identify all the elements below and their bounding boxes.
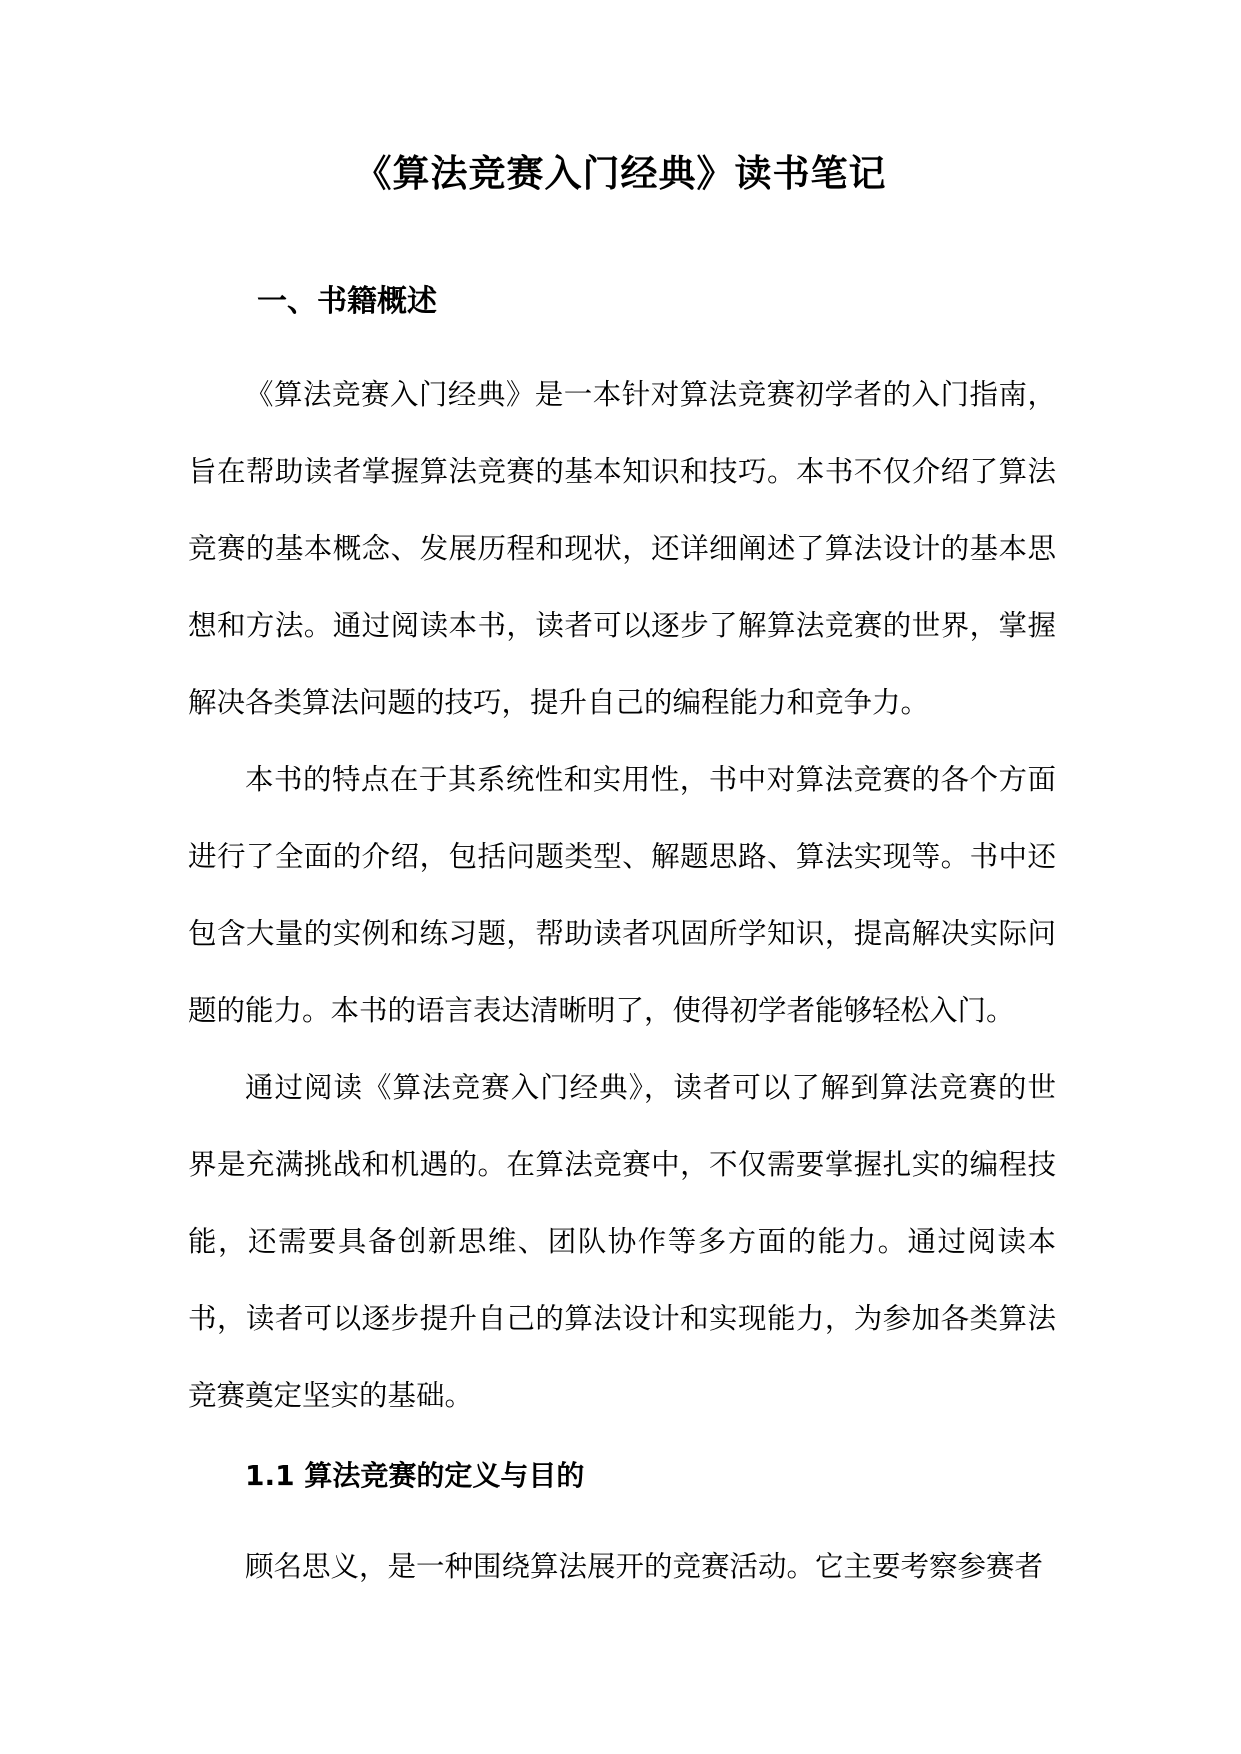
document-title: 《算法竞赛入门经典》读书笔记 <box>354 152 887 195</box>
paragraph-definition-1: 顾名思义，是一种围绕算法展开的竞赛活动。它主要考察参赛者 <box>245 1550 1044 1583</box>
paragraph-overview-3: 通过阅读《算法竞赛入门经典》，读者可以了解到算法竞赛的世界是充满挑战和机遇的。在算法竞赛中，不仅需要掌握扎实的编程技能，还需要具备创新思维、团队协作等多方面的能力。通过阅读本书，读者可以逐步提升自己的算法设计和实现能力，为参加各类算法竞赛奠定坚实的基础。 <box>188 1071 1056 1412</box>
section-heading-overview: 一、书籍概述 <box>257 284 437 319</box>
subsection-heading-definition: 1.1 算法竞赛的定义与目的 <box>245 1459 585 1492</box>
paragraph-overview-2: 本书的特点在于其系统性和实用性，书中对算法竞赛的各个方面进行了全面的介绍，包括问题类型、解题思路、算法实现等。书中还包含大量的实例和练习题，帮助读者巩固所学知识，提高解决实际问题的能力。本书的语言表达清晰明了，使得初学者能够轻松入门。 <box>188 763 1056 1027</box>
paragraph-overview-1: 《算法竞赛入门经典》是一本针对算法竞赛初学者的入门指南，旨在帮助读者掌握算法竞赛的基本知识和技巧。本书不仅介绍了算法竞赛的基本概念、发展历程和现状，还详细阐述了算法设计的基本思想和方法。通过阅读本书，读者可以逐步了解算法竞赛的世界，掌握解决各类算法问题的技巧，提升自己的编程能力和竞争力。 <box>188 378 1056 719</box>
